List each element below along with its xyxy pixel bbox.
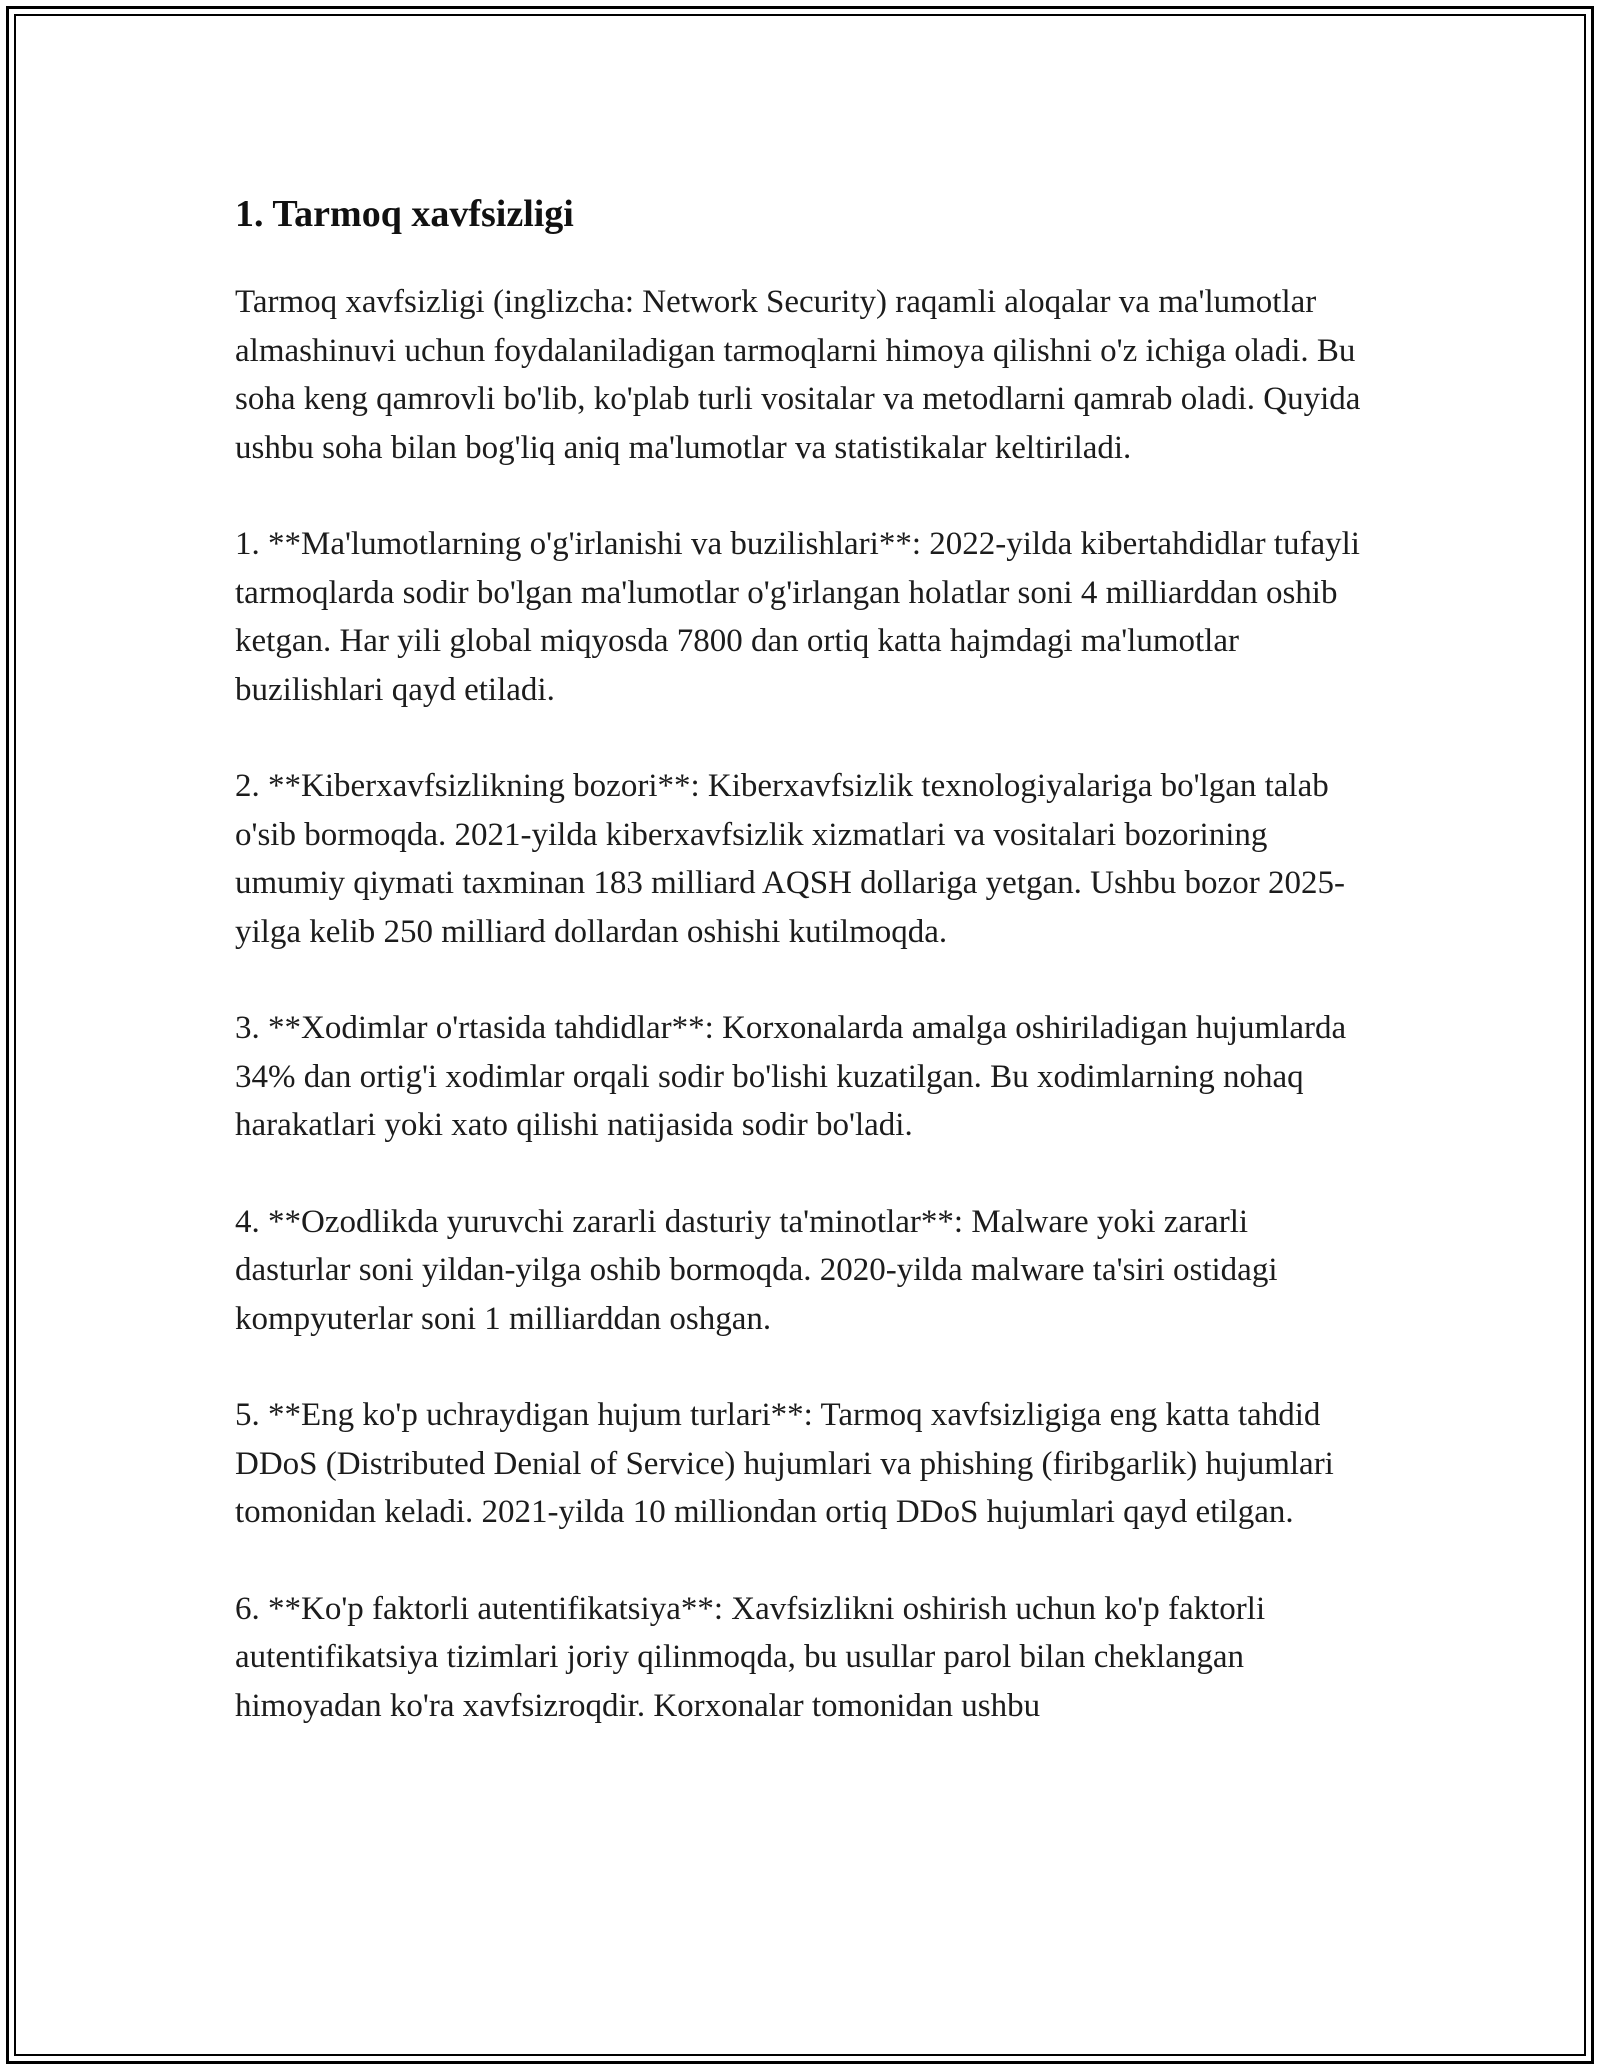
list-item-malware: 4. **Ozodlikda yuruvchi zararli dasturiy ta'minotlar**: Malware yoki zararli dasturlar soni yildan-yilga oshib bormoqda. 2020-yilda malware ta'siri ostidagi kompyuterlar soni 1 milliarddan oshgan. [235,1203,1278,1337]
intro-paragraph: Tarmoq xavfsizligi (inglizcha: Network Security) raqamli aloqalar va ma'lumotlar almashinuvi uchun foydalaniladigan tarmoqlarni himoya qilishni o'z ichiga oladi. Bu soha keng qamrovli bo'lib, ko'plab turli vositalar va metodlarni qamrab oladi. Quyida ushbu soha bilan bog'liq aniq ma'lumotlar va statistikalar keltiriladi. [235,284,1361,466]
list-item-mfa: 6. **Ko'p faktorli autentifikatsiya**: Xavfsizlikni oshirish uchun ko'p faktorli autentifikatsiya tizimlari joriy qilinmoqda, bu usullar parol bilan cheklangan himoyadan ko'ra xavfsizroqdir. Korxonalar tomonidan ushbu [235,1590,1266,1724]
list-item-data-breaches: 1. **Ma'lumotlarning o'g'irlanishi va buzilishlari**: 2022-yilda kibertahdidlar tufayli tarmoqlarda sodir bo'lgan ma'lumotlar o'g'irlangan holatlar soni 4 milliarddan oshib ketgan. Har yili global miqyosda 7800 dan ortiq katta hajmdagi ma'lumotlar buzilishlari qayd etiladi. [235,526,1360,708]
document-body [235,188,1365,1778]
section-heading: 1. Tarmoq xavfsizligi [235,193,574,235]
list-item-attack-types: 5. **Eng ko'p uchraydigan hujum turlari**: Tarmoq xavfsizligiga eng katta tahdid DDoS (Distributed Denial of Service) hujumlari va phishing (firibgarlik) hujumlari tomonidan keladi. 2021-yilda 10 milliondan ortiq DDoS hujumlari qayd etilgan. [235,1397,1334,1530]
list-item-insider-threats: 3. **Xodimlar o'rtasida tahdidlar**: Korxonalarda amalga oshiriladigan hujumlarda 34% dan ortig'i xodimlar orqali sodir bo'lishi kuzatilgan. Bu xodimlarning nohaq harakatlari yoki xato qilishi natijasida sodir bo'ladi. [235,1010,1347,1143]
list-item-cybersecurity-market: 2. **Kiberxavfsizlikning bozori**: Kiberxavfsizlik texnologiyalariga bo'lgan talab o'sib bormoqda. 2021-yilda kiberxavfsizlik xizmatlari va vositalari bozorining umumiy qiymati taxminan 183 milliard AQSH dollariga yetgan. Ushbu bozor 2025-yilga kelib 250 milliard dollardan oshishi kutilmoqda. [235,768,1345,950]
